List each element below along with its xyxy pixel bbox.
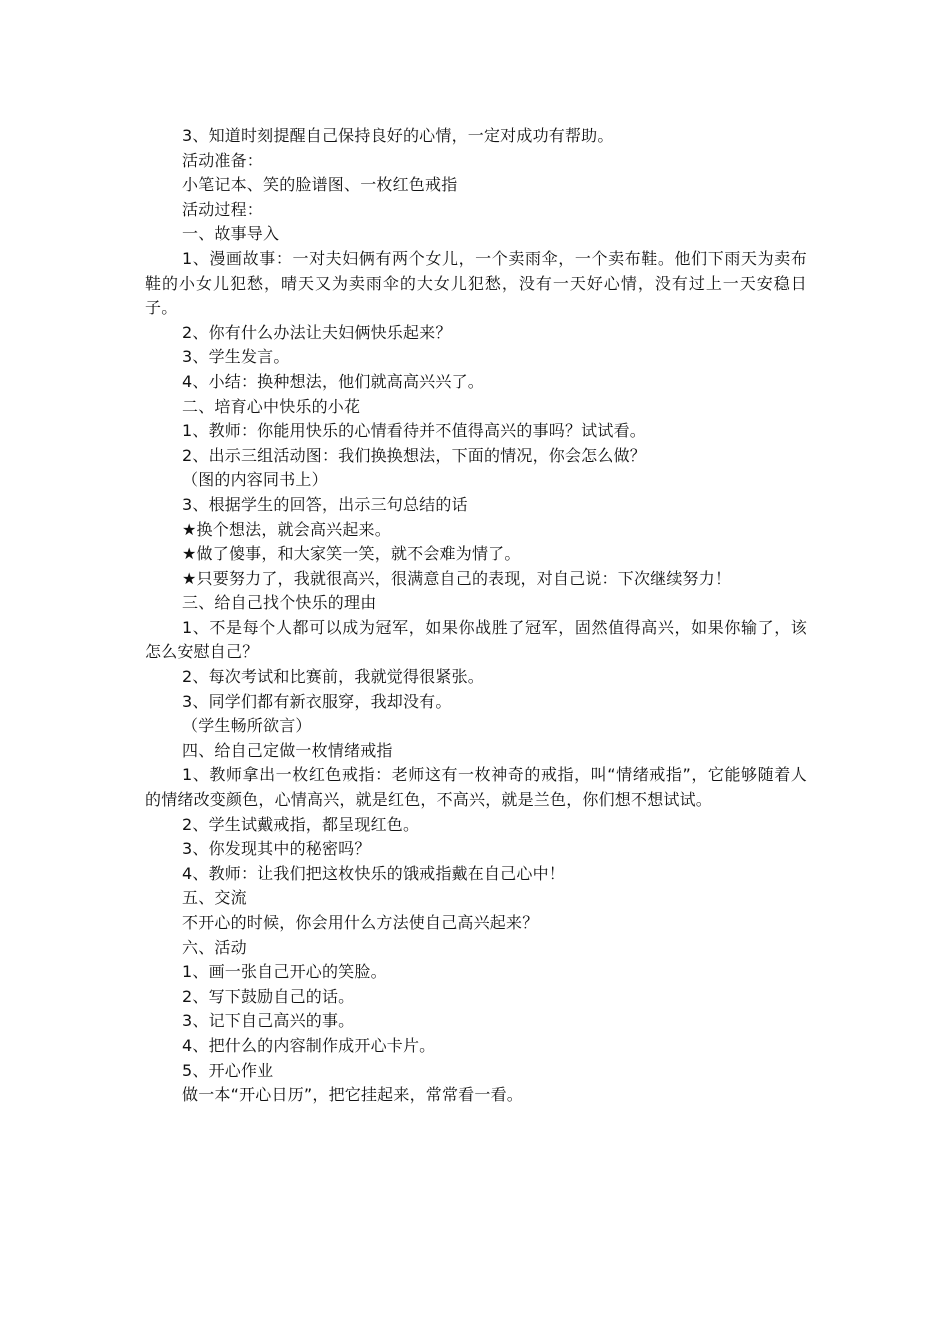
prep-heading: 活动准备： [182,150,264,170]
paragraph-2-3: 3、根据学生的回答，出示三句总结的话 [182,494,468,514]
section-heading-6: 六、活动 [182,937,247,957]
section-heading-5: 五、交流 [182,888,247,908]
document-body [145,124,807,1108]
paragraph-2-2: 2、出示三组活动图：我们换换想法，下面的情况，你会怎么做？ [182,445,646,465]
paragraph-1-3: 3、学生发言。 [182,347,290,367]
paragraph-1-4: 4、小结：换种想法，他们就高高兴兴了。 [182,371,484,391]
paragraph-3-2: 2、每次考试和比赛前，我就觉得很紧张。 [182,667,484,687]
summary-line-3: ★只要努力了，我就很高兴，很满意自己的表现，对自己说：下次继续努力！ [182,568,732,588]
paragraph-4-1: 1、教师拿出一枚红色戒指：老师这有一枚神奇的戒指，叫“情绪戒指”，它能够随着人的情绪改变颜色，心情高兴，就是红色，不高兴，就是兰色，你们想不想试试。 [145,765,807,810]
paragraph-5-1: 不开心的时候，你会用什么方法使自己高兴起来？ [182,913,539,932]
activity-1: 1、画一张自己开心的笑脸。 [182,962,387,982]
activity-2: 2、写下鼓励自己的话。 [182,986,355,1006]
section-heading-3: 三、给自己找个快乐的理由 [182,593,377,613]
activity-3: 3、记下自己高兴的事。 [182,1011,355,1031]
goal-3: 3、知道时刻提醒自己保持良好的心情，一定对成功有帮助。 [182,126,614,145]
section-heading-1: 一、故事导入 [182,224,280,244]
paragraph-3-note: （学生畅所欲言） [182,716,312,736]
paragraph-1-2: 2、你有什么办法让夫妇俩快乐起来？ [182,322,452,342]
paragraph-4-4: 4、教师：让我们把这枚快乐的饿戒指戴在自己心中！ [182,863,565,883]
paragraph-4-3: 3、你发现其中的秘密吗？ [182,839,371,859]
process-heading: 活动过程： [182,199,264,219]
paragraph-3-1: 1、不是每个人都可以成为冠军，如果你战胜了冠军，固然值得高兴，如果你输了，该怎么安慰自己？ [145,617,807,662]
paragraph-4-2: 2、学生试戴戒指，都呈现红色。 [182,814,420,834]
homework: 做一本“开心日历”，把它挂起来，常常看一看。 [182,1085,523,1105]
summary-line-1: ★换个想法，就会高兴起来。 [182,519,391,539]
paragraph-3-3: 3、同学们都有新衣服穿，我却没有。 [182,691,452,711]
section-heading-4: 四、给自己定做一枚情绪戒指 [182,740,393,760]
activity-4: 4、把什么的内容制作成开心卡片。 [182,1035,436,1055]
paragraph-1-1: 1、漫画故事：一对夫妇俩有两个女儿，一个卖雨伞，一个卖布鞋。他们下雨天为卖布鞋的小女儿犯愁，晴天又为卖雨伞的大女儿犯愁，没有一天好心情，没有过上一天安稳日子。 [145,248,807,318]
section-heading-2: 二、培育心中快乐的小花 [182,396,361,416]
paragraph-2-note: （图的内容同书上） [182,470,328,490]
activity-5: 5、开心作业 [182,1060,274,1080]
summary-line-2: ★做了傻事，和大家笑一笑，就不会难为情了。 [182,544,521,564]
prep-materials: 小笔记本、笑的脸谱图、一枚红色戒指 [182,175,458,195]
paragraph-2-1: 1、教师：你能用快乐的心情看待并不值得高兴的事吗？试试看。 [182,421,646,441]
